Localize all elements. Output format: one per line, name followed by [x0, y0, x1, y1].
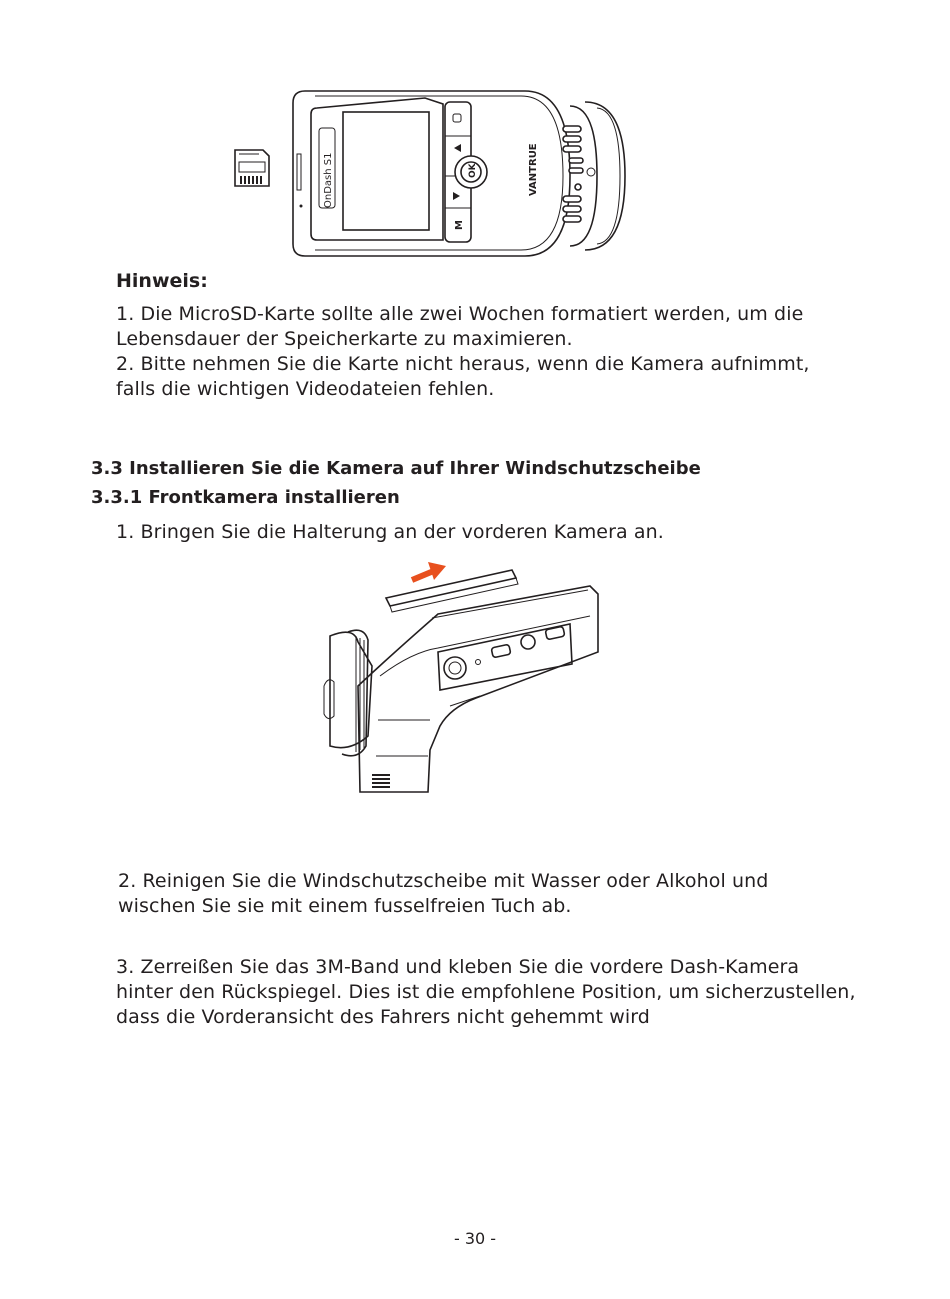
note-line: 2. Bitte nehmen Sie die Karte nicht heraus, wenn die Kamera aufnimmt, — [116, 353, 810, 375]
microsd-card-icon — [235, 150, 269, 186]
dashcam-sd-card-illustration — [225, 88, 645, 263]
brand-label: VANTRUE — [528, 143, 539, 196]
m-button-label: M — [454, 220, 465, 230]
ok-button-label: OK — [468, 163, 478, 178]
note-line: falls die wichtigen Videodateien fehlen. — [116, 378, 495, 400]
step-1-text: 1. Bringen Sie die Halterung an der vorderen Kamera an. — [116, 521, 664, 543]
note-line: 1. Die MicroSD-Karte sollte alle zwei Wochen formatiert werden, um die — [116, 303, 804, 325]
page-number: - 30 - — [453, 1229, 497, 1248]
note-heading: Hinweis: — [116, 270, 208, 292]
step-2-line: wischen Sie sie mit einem fusselfreien Tuch ab. — [118, 895, 572, 917]
step-3-line: dass die Vorderansicht des Fahrers nicht gehemmt wird — [116, 1006, 650, 1028]
step-3-line: hinter den Rückspiegel. Dies ist die empfohlene Position, um sicherzustellen, — [116, 981, 856, 1003]
step-3-line: 3. Zerreißen Sie das 3M-Band und kleben Sie die vordere Dash-Kamera — [116, 956, 800, 978]
front-camera-mount-illustration — [300, 556, 610, 796]
section-title: 3.3 Installieren Sie die Kamera auf Ihrer Windschutzscheibe — [91, 458, 701, 479]
step-2-line: 2. Reinigen Sie die Windschutzscheibe mit Wasser oder Alkohol und — [118, 870, 769, 892]
model-label: OnDash S1 — [323, 152, 334, 208]
note-line: Lebensdauer der Speicherkarte zu maximieren. — [116, 328, 573, 350]
step-2-text — [118, 869, 768, 919]
step-3-text — [116, 955, 856, 1030]
note-text — [116, 302, 810, 402]
direction-arrow-icon — [412, 562, 446, 580]
section-subtitle: 3.3.1 Frontkamera installieren — [91, 487, 400, 508]
